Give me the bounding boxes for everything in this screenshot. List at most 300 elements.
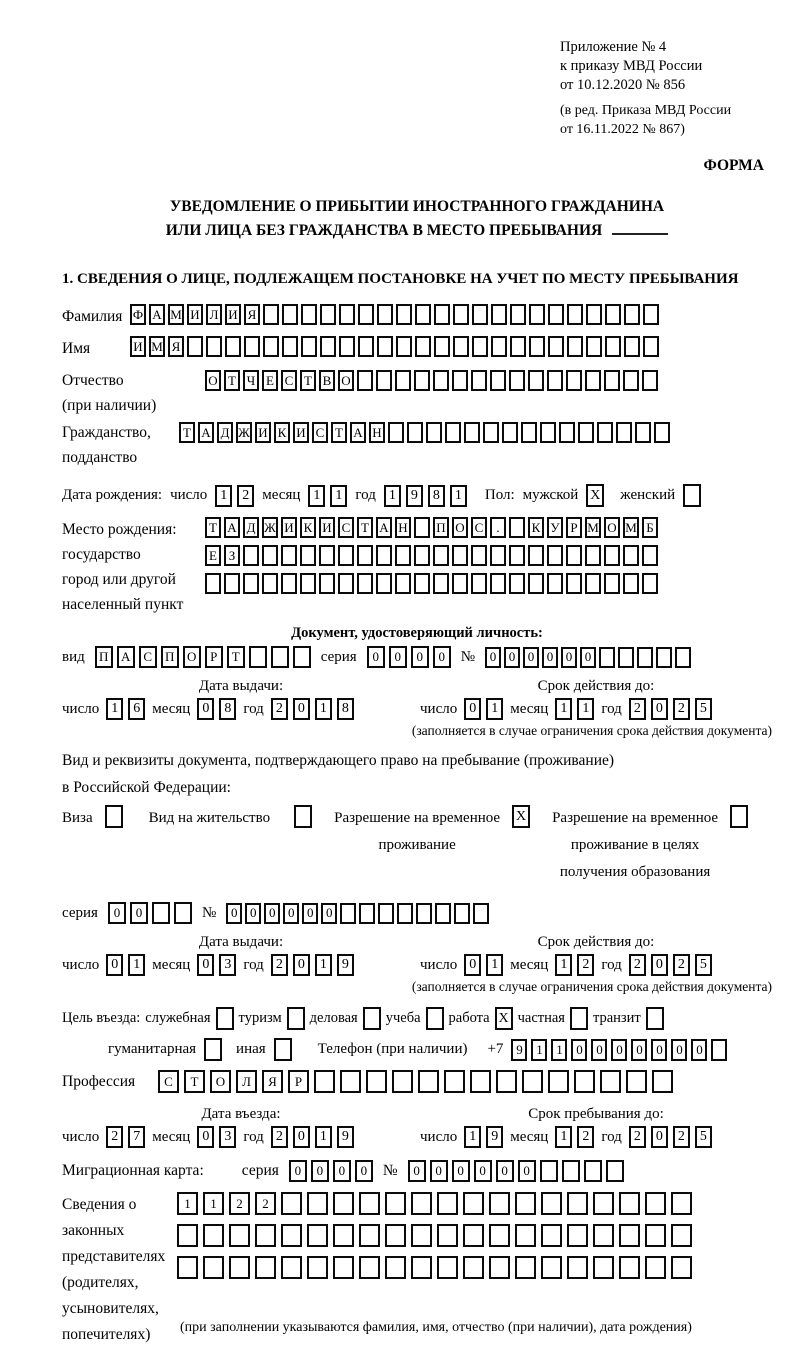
cell[interactable]: 1	[330, 485, 347, 507]
cell[interactable]	[206, 336, 222, 357]
birth-place-input-row1[interactable]	[205, 517, 658, 538]
cell[interactable]: 0	[671, 1039, 687, 1061]
cell[interactable]	[377, 336, 393, 357]
cell[interactable]: И	[293, 422, 309, 443]
cell[interactable]	[395, 370, 411, 391]
birth-day-input[interactable]	[215, 485, 254, 507]
cell[interactable]	[597, 422, 613, 443]
cell[interactable]	[605, 304, 621, 325]
cell[interactable]	[522, 1070, 543, 1093]
cell[interactable]: 2	[237, 485, 254, 507]
residence-series-input[interactable]	[108, 902, 192, 924]
residence-number-input[interactable]	[226, 903, 489, 924]
cell[interactable]: Е	[205, 545, 221, 566]
cell[interactable]	[510, 304, 526, 325]
cell[interactable]: 8	[337, 698, 354, 720]
cell[interactable]	[541, 1256, 562, 1279]
cell[interactable]	[619, 1256, 640, 1279]
cell[interactable]	[490, 573, 506, 594]
cell[interactable]	[434, 336, 450, 357]
cell[interactable]: 1	[555, 954, 572, 976]
cell[interactable]: 0	[293, 954, 310, 976]
cell[interactable]: 0	[496, 1160, 514, 1182]
cell[interactable]: Р	[288, 1070, 309, 1093]
cell[interactable]: Т	[224, 370, 240, 391]
cell[interactable]: У	[547, 517, 563, 538]
residence-issue-day-input[interactable]	[106, 954, 145, 976]
cell[interactable]: С	[158, 1070, 179, 1093]
cell[interactable]	[593, 1256, 614, 1279]
cell[interactable]: Я	[244, 304, 260, 325]
cell[interactable]	[263, 336, 279, 357]
cell[interactable]: 0	[691, 1039, 707, 1061]
cell[interactable]: 0	[651, 954, 668, 976]
cell[interactable]	[593, 1192, 614, 1215]
cell[interactable]: 2	[271, 1126, 288, 1148]
cell[interactable]: 1	[215, 485, 232, 507]
purpose-tourism-checkbox[interactable]	[287, 1007, 305, 1030]
cell[interactable]	[671, 1192, 692, 1215]
cell[interactable]	[385, 1256, 406, 1279]
cell[interactable]: 0	[293, 698, 310, 720]
cell[interactable]: X	[495, 1007, 513, 1030]
cell[interactable]	[255, 1224, 276, 1247]
cell[interactable]: 0	[433, 646, 451, 668]
cell[interactable]: 0	[130, 902, 148, 924]
cell[interactable]	[619, 1192, 640, 1215]
cell[interactable]	[548, 336, 564, 357]
cell[interactable]: 1	[450, 485, 467, 507]
cell[interactable]: И	[187, 304, 203, 325]
residence-issue-year-input[interactable]	[271, 954, 354, 976]
cell[interactable]: 1	[308, 485, 325, 507]
stay-month-input[interactable]	[555, 1126, 594, 1148]
cell[interactable]	[528, 573, 544, 594]
cell[interactable]	[204, 1038, 222, 1061]
cell[interactable]	[396, 336, 412, 357]
cell[interactable]	[359, 1256, 380, 1279]
surname-input[interactable]	[130, 304, 659, 325]
cell[interactable]	[548, 304, 564, 325]
cell[interactable]: 0	[389, 646, 407, 668]
cell[interactable]: 2	[673, 698, 690, 720]
visa-checkbox[interactable]	[105, 805, 123, 828]
cell[interactable]: 8	[219, 698, 236, 720]
cell[interactable]: 9	[337, 954, 354, 976]
cell[interactable]	[567, 336, 583, 357]
cell[interactable]	[642, 573, 658, 594]
cell[interactable]: 9	[406, 485, 423, 507]
cell[interactable]	[376, 370, 392, 391]
cell[interactable]	[626, 1070, 647, 1093]
cell[interactable]	[515, 1256, 536, 1279]
cell[interactable]	[445, 422, 461, 443]
cell[interactable]	[366, 1070, 387, 1093]
cell[interactable]	[585, 545, 601, 566]
cell[interactable]: А	[224, 517, 240, 538]
representatives-input-row1[interactable]	[177, 1192, 692, 1215]
cell[interactable]	[385, 1224, 406, 1247]
cell[interactable]: 0	[611, 1039, 627, 1061]
cell[interactable]	[281, 1256, 302, 1279]
cell[interactable]	[567, 304, 583, 325]
cell[interactable]	[643, 336, 659, 357]
cell[interactable]: 1	[551, 1039, 567, 1061]
cell[interactable]: К	[274, 422, 290, 443]
cell[interactable]	[416, 903, 432, 924]
cell[interactable]	[562, 1160, 580, 1182]
cell[interactable]	[463, 1224, 484, 1247]
cell[interactable]	[471, 545, 487, 566]
cell[interactable]: 2	[106, 1126, 123, 1148]
cell[interactable]: 1	[486, 698, 503, 720]
cell[interactable]	[244, 336, 260, 357]
cell[interactable]: П	[433, 517, 449, 538]
cell[interactable]	[333, 1192, 354, 1215]
cell[interactable]: М	[623, 517, 639, 538]
cell[interactable]	[319, 545, 335, 566]
cell[interactable]: 2	[629, 698, 646, 720]
cell[interactable]	[637, 647, 653, 668]
cell[interactable]: 1	[315, 698, 332, 720]
cell[interactable]: К	[300, 517, 316, 538]
cell[interactable]	[547, 370, 563, 391]
stay-day-input[interactable]	[464, 1126, 503, 1148]
cell[interactable]	[567, 1192, 588, 1215]
cell[interactable]	[472, 336, 488, 357]
cell[interactable]	[548, 1070, 569, 1093]
cell[interactable]	[359, 1224, 380, 1247]
cell[interactable]	[464, 422, 480, 443]
cell[interactable]	[307, 1224, 328, 1247]
cell[interactable]	[293, 646, 311, 668]
cell[interactable]	[584, 1160, 602, 1182]
cell[interactable]	[471, 573, 487, 594]
cell[interactable]: 9	[337, 1126, 354, 1148]
cell[interactable]	[604, 573, 620, 594]
phone-input[interactable]	[511, 1039, 727, 1061]
cell[interactable]	[339, 304, 355, 325]
cell[interactable]: X	[512, 805, 530, 828]
cell[interactable]	[683, 484, 701, 507]
cell[interactable]	[437, 1256, 458, 1279]
cell[interactable]	[635, 422, 651, 443]
migration-series-input[interactable]	[289, 1160, 373, 1182]
cell[interactable]: 9	[511, 1039, 527, 1061]
cell[interactable]: И	[130, 336, 146, 357]
cell[interactable]	[541, 1192, 562, 1215]
cell[interactable]: С	[471, 517, 487, 538]
cell[interactable]	[586, 336, 602, 357]
migration-number-input[interactable]	[408, 1160, 624, 1182]
cell[interactable]: Е	[262, 370, 278, 391]
cell[interactable]	[452, 573, 468, 594]
cell[interactable]	[711, 1039, 727, 1061]
cell[interactable]	[510, 336, 526, 357]
cell[interactable]: Д	[243, 517, 259, 538]
cell[interactable]	[262, 545, 278, 566]
residence-permit-checkbox[interactable]	[294, 805, 312, 828]
cell[interactable]	[509, 370, 525, 391]
cell[interactable]	[359, 1192, 380, 1215]
cell[interactable]	[307, 1256, 328, 1279]
cell[interactable]	[388, 422, 404, 443]
cell[interactable]	[509, 517, 525, 538]
cell[interactable]	[418, 1070, 439, 1093]
cell[interactable]	[585, 573, 601, 594]
cell[interactable]	[340, 1070, 361, 1093]
cell[interactable]	[243, 573, 259, 594]
cell[interactable]: 0	[408, 1160, 426, 1182]
cell[interactable]	[411, 1224, 432, 1247]
cell[interactable]: 0	[293, 1126, 310, 1148]
cell[interactable]	[624, 336, 640, 357]
cell[interactable]	[357, 370, 373, 391]
cell[interactable]	[656, 647, 672, 668]
cell[interactable]	[320, 336, 336, 357]
cell[interactable]	[282, 304, 298, 325]
representatives-input-row3[interactable]	[177, 1256, 692, 1279]
cell[interactable]	[434, 304, 450, 325]
cell[interactable]	[574, 1070, 595, 1093]
cell[interactable]	[624, 304, 640, 325]
cell[interactable]	[414, 517, 430, 538]
cell[interactable]: 1	[555, 1126, 572, 1148]
entry-year-input[interactable]	[271, 1126, 354, 1148]
birth-month-input[interactable]	[308, 485, 347, 507]
cell[interactable]	[473, 903, 489, 924]
cell[interactable]	[333, 1256, 354, 1279]
cell[interactable]	[339, 336, 355, 357]
cell[interactable]: М	[168, 304, 184, 325]
cell[interactable]: 0	[197, 698, 214, 720]
cell[interactable]: 2	[229, 1192, 250, 1215]
cell[interactable]: 2	[271, 954, 288, 976]
cell[interactable]: 0	[651, 1039, 667, 1061]
cell[interactable]	[376, 573, 392, 594]
cell[interactable]: Т	[300, 370, 316, 391]
cell[interactable]	[515, 1224, 536, 1247]
cell[interactable]: 0	[580, 647, 596, 668]
cell[interactable]	[358, 336, 374, 357]
cell[interactable]	[586, 304, 602, 325]
cell[interactable]	[224, 573, 240, 594]
cell[interactable]: 9	[486, 1126, 503, 1148]
cell[interactable]: 0	[518, 1160, 536, 1182]
cell[interactable]	[643, 304, 659, 325]
residence-issue-month-input[interactable]	[197, 954, 236, 976]
cell[interactable]	[491, 304, 507, 325]
cell[interactable]: 1	[531, 1039, 547, 1061]
sex-male-checkbox[interactable]	[586, 484, 604, 507]
cell[interactable]: 2	[629, 954, 646, 976]
cell[interactable]	[281, 1192, 302, 1215]
cell[interactable]: Т	[205, 517, 221, 538]
cell[interactable]	[675, 647, 691, 668]
cell[interactable]	[414, 370, 430, 391]
cell[interactable]	[623, 545, 639, 566]
stay-year-input[interactable]	[629, 1126, 712, 1148]
cell[interactable]: Д	[217, 422, 233, 443]
cell[interactable]: О	[205, 370, 221, 391]
cell[interactable]	[619, 1224, 640, 1247]
cell[interactable]	[203, 1224, 224, 1247]
cell[interactable]	[433, 370, 449, 391]
cell[interactable]	[433, 545, 449, 566]
cell[interactable]	[529, 304, 545, 325]
cell[interactable]	[604, 370, 620, 391]
cell[interactable]	[489, 1224, 510, 1247]
cell[interactable]	[281, 573, 297, 594]
cell[interactable]	[376, 545, 392, 566]
cell[interactable]	[529, 336, 545, 357]
cell[interactable]: К	[528, 517, 544, 538]
cell[interactable]	[547, 545, 563, 566]
cell[interactable]	[521, 422, 537, 443]
cell[interactable]	[654, 422, 670, 443]
cell[interactable]	[378, 903, 394, 924]
cell[interactable]: 0	[367, 646, 385, 668]
cell[interactable]	[294, 805, 312, 828]
cell[interactable]	[566, 370, 582, 391]
cell[interactable]	[177, 1224, 198, 1247]
cell[interactable]: 1	[203, 1192, 224, 1215]
temp-residence-checkbox[interactable]	[512, 805, 530, 828]
cell[interactable]: 2	[271, 698, 288, 720]
cell[interactable]: 1	[577, 698, 594, 720]
cell[interactable]: 3	[219, 954, 236, 976]
identity-doc-series-input[interactable]	[367, 646, 451, 668]
cell[interactable]: 7	[128, 1126, 145, 1148]
cell[interactable]: 8	[428, 485, 445, 507]
cell[interactable]: И	[225, 304, 241, 325]
cell[interactable]: 0	[651, 698, 668, 720]
cell[interactable]	[320, 304, 336, 325]
cell[interactable]: Т	[179, 422, 195, 443]
cell[interactable]: 3	[219, 1126, 236, 1148]
cell[interactable]	[426, 1007, 444, 1030]
firstname-input[interactable]	[130, 336, 659, 357]
cell[interactable]	[616, 422, 632, 443]
cell[interactable]	[385, 1192, 406, 1215]
cell[interactable]	[578, 422, 594, 443]
cell[interactable]: С	[312, 422, 328, 443]
cell[interactable]	[363, 1007, 381, 1030]
purpose-other-checkbox[interactable]	[274, 1038, 292, 1061]
cell[interactable]	[509, 545, 525, 566]
sex-female-checkbox[interactable]	[683, 484, 701, 507]
cell[interactable]: И	[255, 422, 271, 443]
cell[interactable]	[645, 1224, 666, 1247]
cell[interactable]: 0	[452, 1160, 470, 1182]
cell[interactable]: З	[224, 545, 240, 566]
cell[interactable]	[570, 1007, 588, 1030]
cell[interactable]: М	[149, 336, 165, 357]
cell[interactable]: 0	[464, 954, 481, 976]
cell[interactable]	[263, 304, 279, 325]
cell[interactable]	[357, 545, 373, 566]
cell[interactable]: 2	[577, 1126, 594, 1148]
citizenship-input[interactable]	[179, 422, 670, 443]
cell[interactable]: С	[281, 370, 297, 391]
cell[interactable]	[392, 1070, 413, 1093]
cell[interactable]	[255, 1256, 276, 1279]
cell[interactable]	[411, 1256, 432, 1279]
cell[interactable]: 0	[411, 646, 429, 668]
cell[interactable]	[566, 573, 582, 594]
cell[interactable]: Н	[395, 517, 411, 538]
cell[interactable]: Я	[262, 1070, 283, 1093]
cell[interactable]	[642, 370, 658, 391]
residence-expiry-day-input[interactable]	[464, 954, 503, 976]
cell[interactable]	[730, 805, 748, 828]
cell[interactable]	[216, 1007, 234, 1030]
birth-place-input-row2[interactable]	[205, 545, 658, 566]
identity-expiry-month-input[interactable]	[555, 698, 594, 720]
cell[interactable]	[397, 903, 413, 924]
cell[interactable]	[338, 573, 354, 594]
cell[interactable]	[489, 1192, 510, 1215]
cell[interactable]: Т	[227, 646, 245, 668]
purpose-official-checkbox[interactable]	[216, 1007, 234, 1030]
cell[interactable]	[540, 1160, 558, 1182]
cell[interactable]	[300, 545, 316, 566]
cell[interactable]: 1	[486, 954, 503, 976]
cell[interactable]: 0	[591, 1039, 607, 1061]
cell[interactable]	[357, 573, 373, 594]
identity-expiry-day-input[interactable]	[464, 698, 503, 720]
cell[interactable]	[187, 336, 203, 357]
cell[interactable]	[249, 646, 267, 668]
cell[interactable]: 0	[108, 902, 126, 924]
cell[interactable]: Р	[566, 517, 582, 538]
cell[interactable]	[452, 545, 468, 566]
cell[interactable]	[528, 545, 544, 566]
cell[interactable]	[319, 573, 335, 594]
cell[interactable]: 0	[197, 954, 214, 976]
cell[interactable]	[515, 1192, 536, 1215]
cell[interactable]: 0	[311, 1160, 329, 1182]
cell[interactable]	[471, 370, 487, 391]
cell[interactable]	[338, 545, 354, 566]
cell[interactable]	[281, 545, 297, 566]
cell[interactable]: 0	[302, 903, 318, 924]
cell[interactable]: Л	[206, 304, 222, 325]
cell[interactable]	[300, 573, 316, 594]
cell[interactable]: Я	[168, 336, 184, 357]
cell[interactable]	[496, 1070, 517, 1093]
cell[interactable]: Ф	[130, 304, 146, 325]
cell[interactable]: 0	[464, 698, 481, 720]
cell[interactable]: .	[490, 517, 506, 538]
cell[interactable]	[645, 1256, 666, 1279]
cell[interactable]: 0	[631, 1039, 647, 1061]
cell[interactable]	[528, 370, 544, 391]
cell[interactable]	[604, 545, 620, 566]
cell[interactable]: 0	[245, 903, 261, 924]
cell[interactable]: Т	[331, 422, 347, 443]
cell[interactable]: 5	[695, 698, 712, 720]
cell[interactable]	[395, 545, 411, 566]
cell[interactable]: 6	[128, 698, 145, 720]
cell[interactable]: Ч	[243, 370, 259, 391]
cell[interactable]: А	[117, 646, 135, 668]
cell[interactable]	[470, 1070, 491, 1093]
identity-issue-month-input[interactable]	[197, 698, 236, 720]
cell[interactable]: 0	[264, 903, 280, 924]
patronymic-input[interactable]	[205, 370, 658, 391]
cell[interactable]	[415, 336, 431, 357]
